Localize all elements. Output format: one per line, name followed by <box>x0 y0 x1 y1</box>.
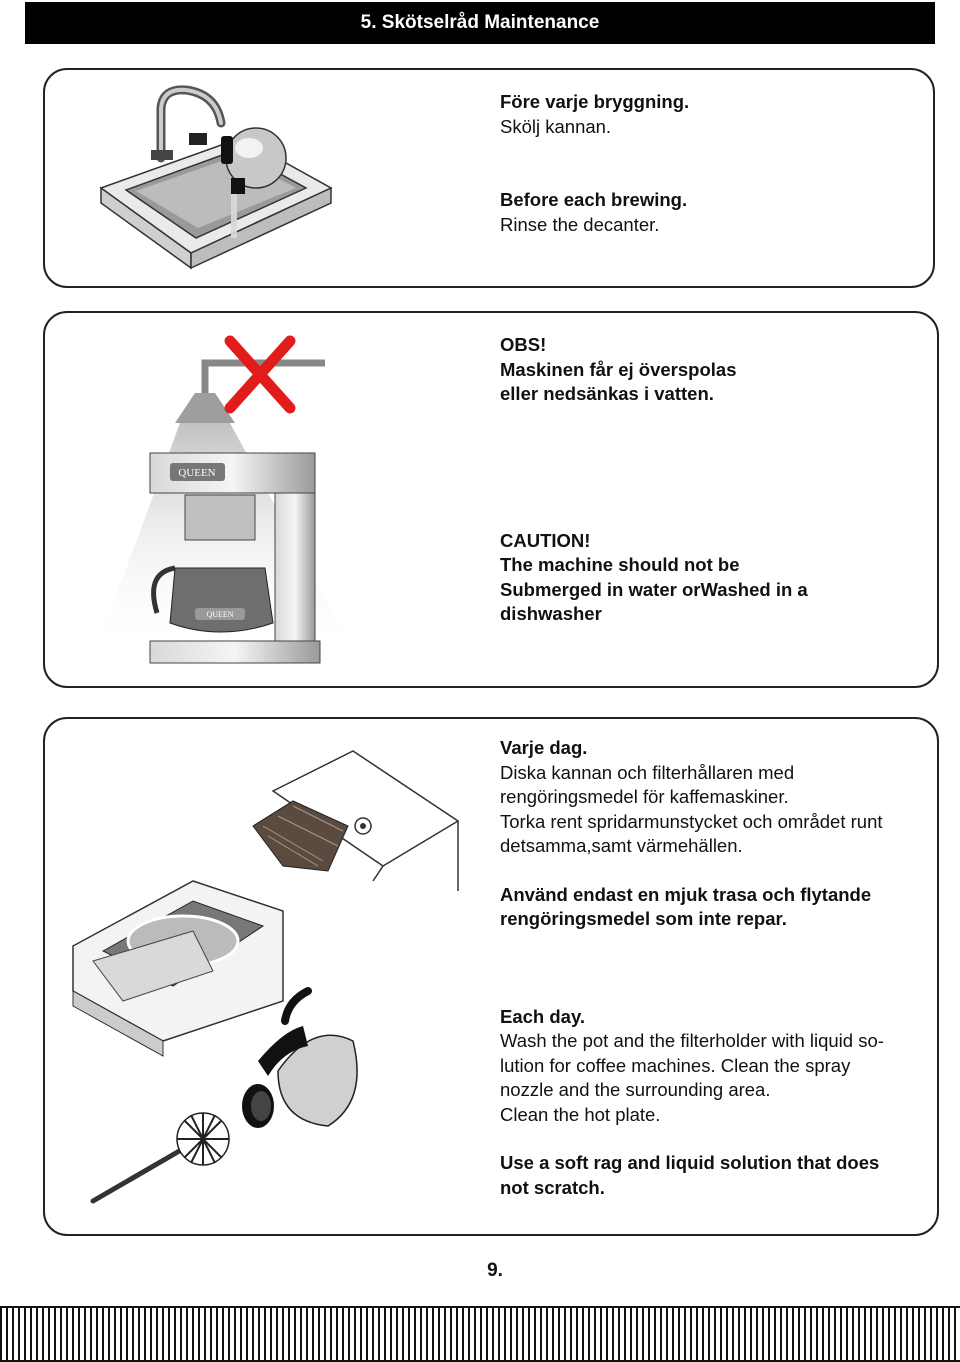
panel2-sv-line1: Maskinen får ej överspolas <box>500 358 737 380</box>
panel2-en-line1: The machine should not be <box>500 554 740 575</box>
section-title: 5. Skötselråd Maintenance <box>360 12 600 33</box>
panel3-text <box>500 736 930 1200</box>
panel2-text <box>500 333 920 627</box>
panel1-en-text: Rinse the decanter. <box>500 213 660 235</box>
panel3-sv-note1: Använd endast en mjuk trasa och flytande <box>500 883 872 905</box>
panel3-en-line1: Wash the pot and the filterholder with liquid so- <box>500 1030 884 1051</box>
panel3-sv-line2: rengöringsmedel för kaffemaskiner. <box>500 786 789 807</box>
panel3-en-note1: Use a soft rag and liquid solution that does <box>500 1152 880 1173</box>
panel1-text <box>500 90 920 237</box>
panel2-sv-heading: OBS! <box>500 334 547 355</box>
footer-barcode-stripes <box>0 1306 960 1362</box>
panel3-sv-line1: Diska kannan och filterhållaren med <box>500 761 795 783</box>
panel2-en-line2: Submerged in water orWashed in a <box>500 578 808 600</box>
panel-caution <box>43 311 939 688</box>
pot-brand: QUEEN <box>206 610 234 619</box>
panel3-sv-heading: Varje dag. <box>500 737 588 758</box>
panel3-en-line3: nozzle and the surrounding area. <box>500 1079 771 1100</box>
daily-cleaning-illustration <box>63 731 483 1221</box>
section-header <box>25 2 935 44</box>
sink-rinse-illustration <box>91 78 341 278</box>
panel3-en-heading: Each day. <box>500 1005 586 1027</box>
panel3-en-line2: lution for coffee machines. Clean the spray <box>500 1054 851 1076</box>
panel1-sv-heading: Före varje bryggning. <box>500 91 690 112</box>
panel2-en-line3: dishwasher <box>500 603 602 624</box>
no-wash-machine-illustration <box>75 323 375 673</box>
panel3-en-line4: Clean the hot plate. <box>500 1103 661 1125</box>
panel3-en-note2: not scratch. <box>500 1176 605 1198</box>
panel2-sv-line2: eller nedsänkas i vatten. <box>500 383 714 404</box>
panel-daily-cleaning <box>43 717 939 1236</box>
panel3-sv-note2: rengöringsmedel som inte repar. <box>500 908 787 929</box>
panel2-en-heading: CAUTION! <box>500 529 591 551</box>
panel3-sv-line4: detsamma,samt värmehällen. <box>500 835 743 856</box>
panel1-sv-text: Skölj kannan. <box>500 115 612 137</box>
panel3-sv-line3: Torka rent spridarmunstycket och området runt <box>500 810 883 832</box>
machine-brand: QUEEN <box>178 467 216 479</box>
panel1-en-heading: Before each brewing. <box>500 189 688 210</box>
page-number: 9. <box>487 1260 503 1281</box>
panel-rinse-decanter <box>43 68 935 288</box>
